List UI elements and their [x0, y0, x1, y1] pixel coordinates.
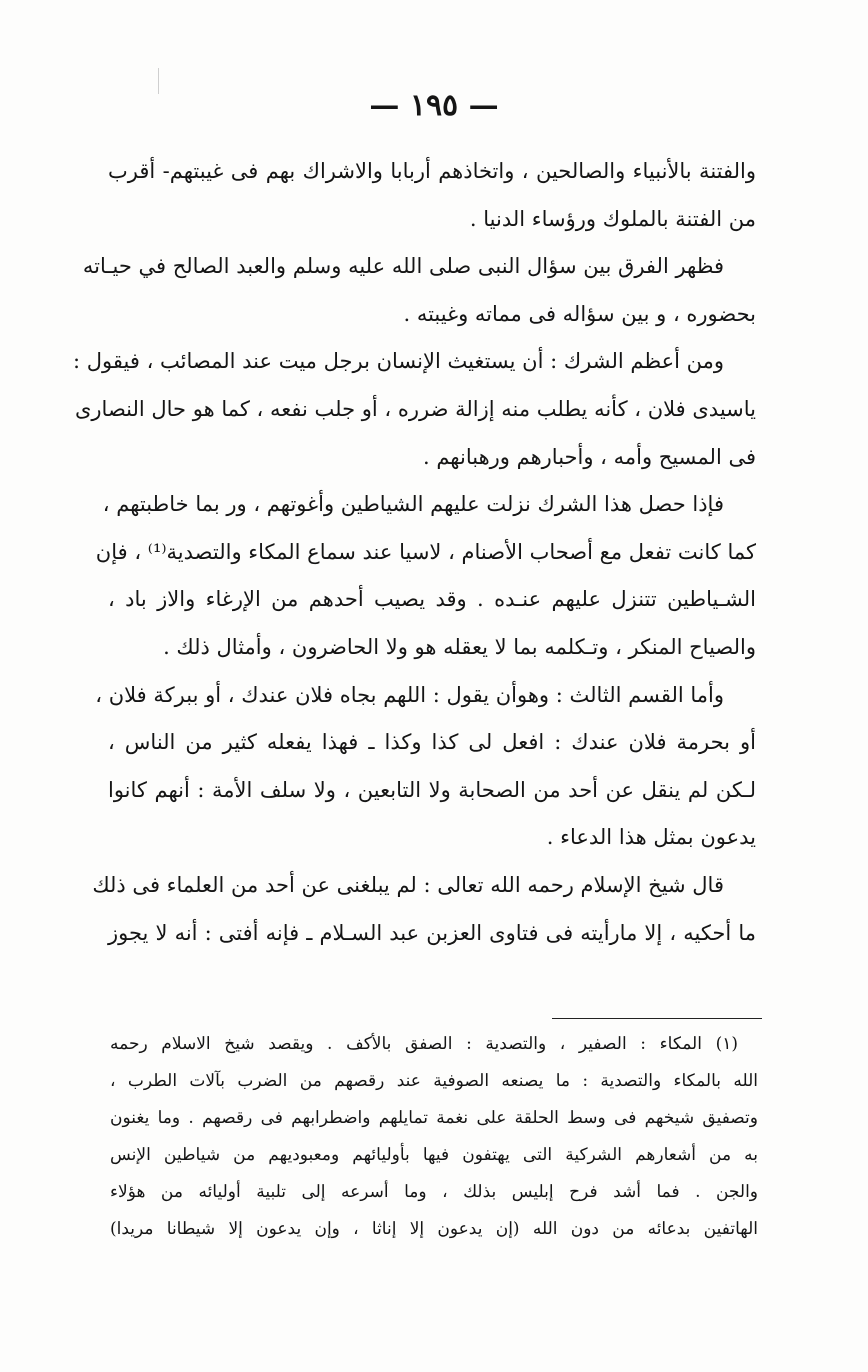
- text-line: كما كانت تفعل مع أصحاب الأصنام ، لاسيا عند سماع المكاء والتصدية⁽¹⁾ ، فإن: [95, 539, 756, 564]
- text-line: وأما القسم الثالث : وهوأن يقول : اللهم بجاه فلان عندك ، أو ببركة فلان ،: [95, 682, 724, 707]
- text-line: قال شيخ الإسلام رحمه الله تعالى : لم يبلغنى عن أحد من العلماء فى ذلك: [92, 872, 724, 897]
- text-line: ما أحكيه ، إلا مارأيته فى فتاوى العزبن عبد السـلام ـ فإنه أفتى : أنه لا يجوز: [108, 920, 756, 945]
- text-line: والصياح المنكر ، وتـكلمه بما لا يعقله هو ولا الحاضرون ، وأمثال ذلك .: [163, 634, 756, 659]
- footnote-line: الهاتفين بدعائه من دون الله (إن يدعون إلا إناثا ، وإن يدعون إلا شيطانا مريدا): [110, 1219, 758, 1239]
- text-line: ياسيدى فلان ، كأنه يطلب منه إزالة ضرره ، أو جلب نفعه ، كما هو حال النصارى: [74, 396, 756, 421]
- text-line: ومن أعظم الشرك : أن يستغيث الإنسان برجل ميت عند المصائب ، فيقول :: [73, 349, 724, 374]
- text-line: بحضوره ، و بين سؤاله فى مماته وغيبته .: [403, 301, 756, 326]
- text-line: فى المسيح وأمه ، وأحبارهم ورهبانهم .: [422, 444, 756, 469]
- page-number: — ١٩٥ —: [369, 88, 499, 123]
- main-text: [73, 148, 756, 957]
- text-line: الشـياطين تتنزل عليهم عنـده . وقد يصيب أحدهم من الإرغاء والاز باد ،: [108, 587, 756, 612]
- footnote-line: به من أشعارهم الشركية التى يهتفون فيها بأوليائهم ومعبوديهم من شياطين الإنس: [110, 1145, 759, 1165]
- text-line: لـكن لم ينقل عن أحد من الصحابة ولا التابعين ، ولا سلف الأمة : أنهم كانوا: [108, 777, 756, 802]
- footnote-line: وتصفيق شيخهم فى وسط الحلقة على نغمة تمايلهم واضطرابهم فى رقصهم . وما يغنون: [110, 1108, 758, 1128]
- text-line: والفتنة بالأنبياء والصالحين ، واتخاذهم أربابا والاشراك بهم فى غيبتهم- أقرب: [108, 159, 756, 183]
- footnote-separator: [552, 1018, 762, 1019]
- footnote-line: الله بالمكاء والتصدية : ما يصنعه الصوفية عند رقصهم من الضرب بآلات الطرب ،: [110, 1071, 758, 1091]
- footnote-line: (١) المكاء : الصفير ، والتصدية : الصفق بالأكف . ويقصد شيخ الاسلام رحمه: [110, 1034, 738, 1054]
- text-line: يدعون بمثل هذا الدعاء .: [546, 825, 756, 850]
- text-line: من الفتنة بالملوك ورؤساء الدنيا .: [469, 206, 756, 231]
- text-line: أو بحرمة فلان عندك : افعل لى كذا وكذا ـ فهذا يفعله كثير من الناس ،: [108, 730, 756, 755]
- text-line: فإذا حصل هذا الشرك نزلت عليهم الشياطين وأغوتهم ، ور بما خاطبتهم ،: [102, 492, 724, 517]
- footnotes: [110, 1026, 758, 1248]
- footnote-line: والجن . فما أشد فرح إبليس بذلك ، وما أسرعه إلى تلبية أوليائه من هؤلاء: [110, 1182, 758, 1202]
- text-line: فظهر الفرق بين سؤال النبى صلى الله عليه وسلم والعبد الصالح في حيـاته: [82, 254, 724, 279]
